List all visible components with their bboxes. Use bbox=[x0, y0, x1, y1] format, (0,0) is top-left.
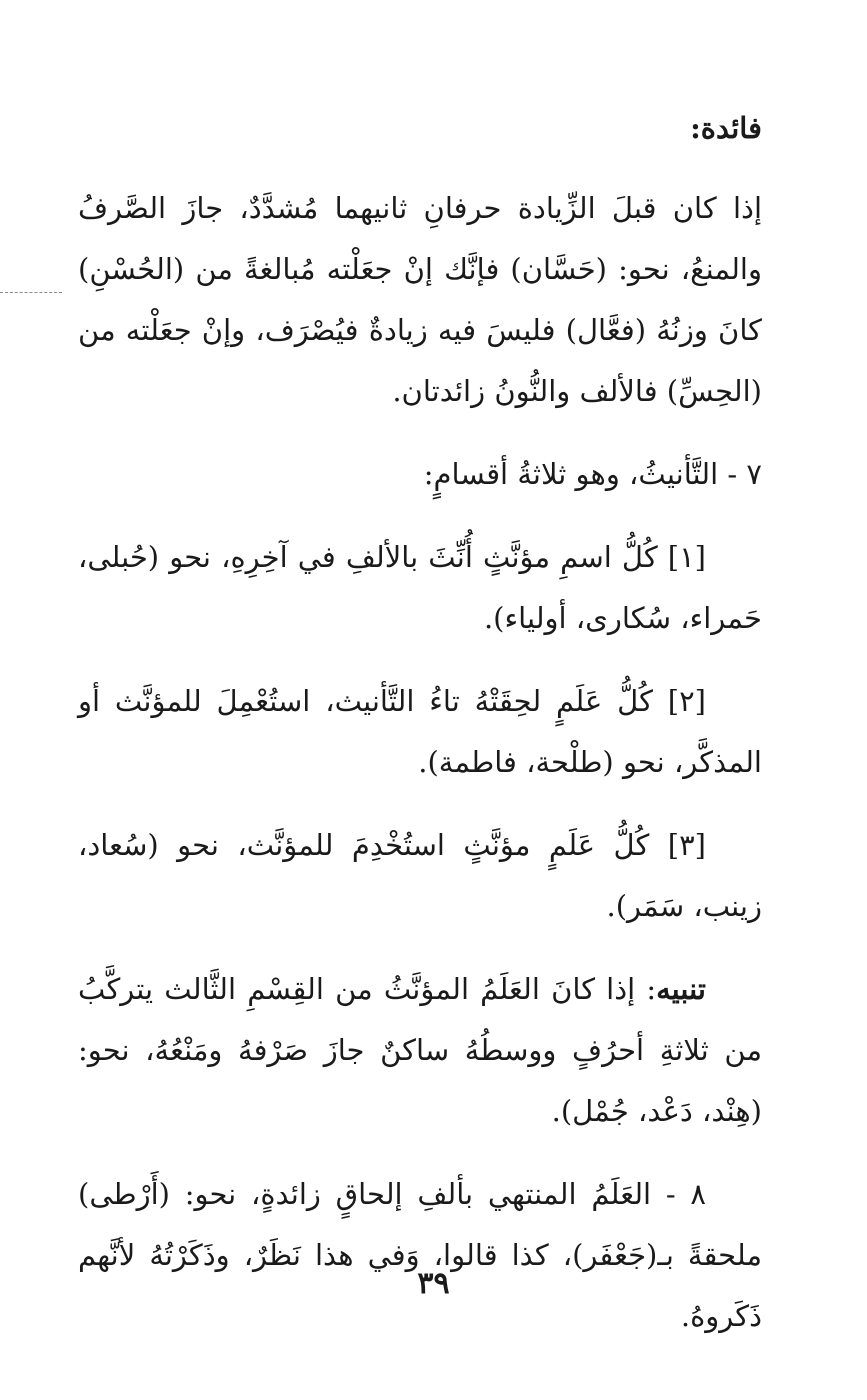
paragraph-item-3: [٣] كُلُّ عَلَمٍ مؤنَّثٍ استُخْدِمَ للمؤنَّث، نحو (سُعاد، زينب، سَمَر). bbox=[78, 828, 762, 923]
paragraph-item-2: [٢] كُلُّ عَلَمٍ لحِقَتْهُ تاءُ التَّأنيث، استُعْمِلَ للمؤنَّث أو المذكَّر، نحو (طلْحة، فاطمة). bbox=[78, 684, 762, 779]
margin-mark bbox=[0, 292, 62, 293]
section-heading: فائدة: bbox=[690, 111, 762, 145]
paragraph-note: إذا كان قبلَ الزِّيادة حرفانِ ثانيهما مُشدَّدٌ، جازَ الصَّرفُ والمنعُ، نحو: (حَسَّان) فإنَّك إنْ جعَلْته مُبالغةً من (الحُسْنِ) كانَ وزنُهُ (فعَّال) فليسَ فيه زيادةٌ فيُصْرَف، وإنْ جعَلْته من (الحِسِّ) فالألف والنُّونُ زائدتان. bbox=[78, 191, 762, 408]
paragraph-warning bbox=[78, 959, 762, 1142]
paragraph-item-8: ٨ - العَلَمُ المنتهي بألفِ إلحاقٍ زائدةٍ، نحو: (أَرْطى) ملحقةً بـ(جَعْفَر)، كذا قالوا، وَفي هذا نَظَرٌ، وذَكَرْتُهُ لأنَّهم ذَكَروهُ. bbox=[78, 1177, 762, 1333]
page-number: ٣٩ bbox=[417, 1266, 450, 1301]
paragraph-item-1: [١] كُلُّ اسمِ مؤنَّثٍ أُنِّثَ بالألفِ في آخِرِهِ، نحو (حُبلى، حَمراء، سُكارى، أولياء). bbox=[78, 540, 762, 635]
warning-text: : إذا كانَ العَلَمُ المؤنَّثُ من القِسْمِ الثَّالث يتركَّبُ من ثلاثةِ أحرُفٍ ووسطُهُ ساكنٌ جازَ صَرْفهُ ومَنْعُهُ، نحو: (هِنْد، دَعْد، جُمْل). bbox=[78, 972, 762, 1128]
warning-label: تنبيه bbox=[656, 972, 706, 1006]
paragraph-feminine-intro: ٧ - التَّأنيثُ، وهو ثلاثةُ أقسامٍ: bbox=[423, 457, 762, 491]
page-body bbox=[78, 100, 762, 1369]
